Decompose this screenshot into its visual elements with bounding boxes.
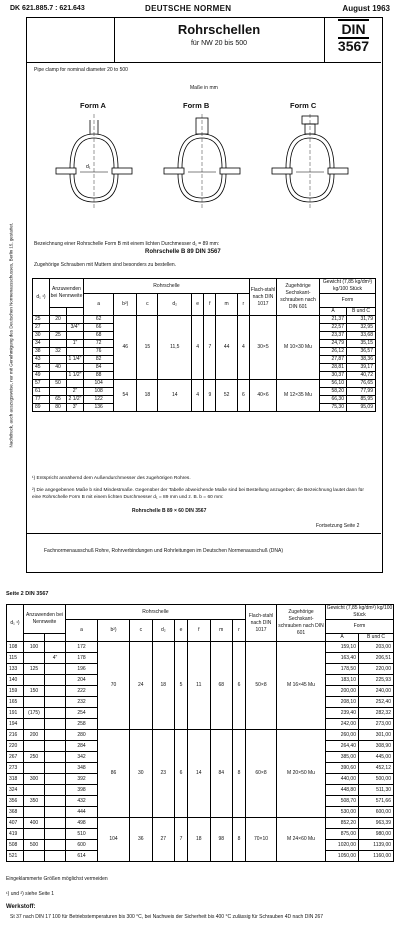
table-cell: 852,20	[326, 818, 359, 829]
table-cell: 252,40	[359, 697, 394, 708]
table-cell: 301,00	[359, 730, 394, 741]
table-cell: 614	[66, 851, 98, 862]
table-cell: 308,90	[359, 741, 394, 752]
table-cell: 200	[24, 730, 45, 741]
table-cell: 18	[188, 818, 211, 862]
table-cell: 40×6	[250, 380, 277, 412]
table-cell: 356	[7, 796, 24, 807]
table-cell: 1"	[67, 340, 84, 348]
table-cell: 392	[66, 774, 98, 785]
table-cell	[45, 708, 66, 719]
table-cell	[45, 686, 66, 697]
table-cell: 510	[66, 829, 98, 840]
table-cell: 104	[84, 380, 114, 388]
table-cell: 77	[33, 396, 50, 404]
table-cell: 963,39	[359, 818, 394, 829]
table-row	[7, 642, 394, 653]
table-cell	[24, 829, 45, 840]
table-cell: 24	[130, 642, 153, 730]
table-row	[33, 380, 376, 388]
table-cell	[24, 675, 45, 686]
table-cell	[45, 818, 66, 829]
table-cell: 23,37	[320, 332, 347, 340]
table-cell: 133	[7, 664, 24, 675]
table-cell: 43	[33, 356, 50, 364]
table-cell: 70	[98, 642, 130, 730]
table-cell: 57	[33, 380, 50, 388]
table-cell: 140	[7, 675, 24, 686]
table-cell: 26,12	[320, 348, 347, 356]
bracket-note: Eingeklammerte Größen möglichst vermeiden	[6, 876, 108, 882]
din-box	[324, 17, 382, 62]
table-cell: 38,36	[347, 356, 376, 364]
table-row	[33, 316, 376, 324]
table-cell	[45, 840, 66, 851]
side-note: Nachdruck, auch auszugsweise, nur mit Genehmigung des Deutschen Normenausschusses, Berlin 15, gestattet.	[8, 222, 14, 448]
norm-title: DEUTSCHE NORMEN	[145, 4, 232, 13]
table-cell	[45, 807, 66, 818]
form-c-drawing	[268, 112, 358, 212]
table-cell	[67, 332, 84, 340]
table-cell: 400	[24, 818, 45, 829]
table-cell: 511,30	[359, 785, 394, 796]
table-cell: 18	[152, 642, 175, 730]
table-cell: 58,20	[320, 388, 347, 396]
table-cell: 7	[204, 316, 216, 380]
table-cell: 178	[66, 653, 98, 664]
table-cell: 86	[98, 730, 130, 818]
table-cell: 45	[33, 364, 50, 372]
table-cell: 273,00	[359, 719, 394, 730]
table-cell: 350	[24, 796, 45, 807]
table-cell: 6	[233, 642, 246, 730]
table-cell: 24,79	[320, 340, 347, 348]
table-cell: 38	[33, 348, 50, 356]
table-cell: 8	[233, 730, 246, 818]
table-cell: M 24×60 Mu	[277, 818, 326, 862]
table-cell: 52	[216, 380, 237, 412]
table-cell	[50, 372, 67, 380]
table-cell: 203,00	[359, 642, 394, 653]
table-cell: 273	[7, 763, 24, 774]
table-cell: 68	[210, 642, 233, 730]
table-cell: 232	[66, 697, 98, 708]
page-2	[0, 591, 400, 931]
table-cell: 22,57	[320, 324, 347, 332]
table-cell: 264,40	[326, 741, 359, 752]
table-cell: 521	[7, 851, 24, 862]
table-cell: 980,00	[359, 829, 394, 840]
table-cell: 500	[24, 840, 45, 851]
table-cell: 239,40	[326, 708, 359, 719]
table-cell: 76	[84, 348, 114, 356]
table-cell: 600	[66, 840, 98, 851]
table-cell	[24, 697, 45, 708]
table-cell: 419	[7, 829, 24, 840]
table-cell: M 10×30 Mu	[277, 316, 320, 380]
din-label: DIN	[338, 19, 368, 39]
table-cell: 122	[84, 396, 114, 404]
table-cell: 508	[7, 840, 24, 851]
table-cell: 159,10	[326, 642, 359, 653]
table-cell: 875,00	[326, 829, 359, 840]
table-cell: 27	[33, 324, 50, 332]
table-cell: 165	[7, 697, 24, 708]
table-cell: 27	[152, 818, 175, 862]
table-cell: 115	[7, 653, 24, 664]
table-cell: 25	[33, 316, 50, 324]
table-cell: 348	[66, 763, 98, 774]
table-cell: 208,10	[326, 697, 359, 708]
table-cell: 15	[137, 316, 158, 380]
table-cell: 1 1/4"	[67, 356, 84, 364]
table-cell: 150	[24, 686, 45, 697]
table-cell: 385,00	[326, 752, 359, 763]
table-cell: 20	[50, 316, 67, 324]
table-cell: 66	[84, 324, 114, 332]
table-cell: 9	[204, 380, 216, 412]
table-cell: 7	[175, 818, 188, 862]
table-cell: 448,80	[326, 785, 359, 796]
page-2-header: Seite 2 DIN 3567	[6, 591, 49, 597]
table-cell: 398	[66, 785, 98, 796]
table-cell: 50×8	[246, 642, 277, 730]
table-cell: 18	[137, 380, 158, 412]
table-cell: 40,72	[347, 372, 376, 380]
table-cell: 8	[233, 818, 246, 862]
table-cell: 39,17	[347, 364, 376, 372]
table-cell	[45, 719, 66, 730]
table-cell: 3"	[67, 404, 84, 412]
table-cell: 33,68	[347, 332, 376, 340]
table-cell	[67, 316, 84, 324]
table-cell: 75,30	[320, 404, 347, 412]
table-cell: 250	[24, 752, 45, 763]
table-cell: 1139,00	[359, 840, 394, 851]
table-cell: 77,99	[347, 388, 376, 396]
din-number: 3567	[337, 38, 370, 54]
form-c-label: Form C	[290, 101, 317, 110]
table-cell: 254	[66, 708, 98, 719]
table-cell	[50, 388, 67, 396]
table-cell: 324	[7, 785, 24, 796]
table-cell: 23	[152, 730, 175, 818]
table-cell: 159	[7, 686, 24, 697]
table-cell: 191	[7, 708, 24, 719]
table-cell: 80	[50, 404, 67, 412]
table-cell: M 16×45 Mu	[277, 642, 326, 730]
dimensions-table-1: d₁ ¹) Anzuwenden bei Nennweite Rohrschelle Flach-stahl nach DIN 1017 Zugehörige Sechskant-schrauben nach DIN 601 Gewicht (7,85 kg/dm³) kg/100 Stück a b²) c d₂ e f m r Form A B und C 25 20 62 46 15 11,5 4 7 44 4 30×5 M 10×30 Mu 21,37 31,79 27 3/4" 66 22,57 32,95 30 25 68 23,37 33,68 34 1" 72 24,79 35,15 38 32 76 26,12 36,57 43 1 1/4" 82 27,87 38,36 45 40 84 28,81 39,17 49 1 1/2" 88 30,37 40,72 57 50 104 54 18 14 4 9 52 6 40×6 M 12×35 Mu 56,10 76,65 61 2" 108 58,20 77,99 77 65 2 1/2" 122 66,30 85,95 89 80 3" 136 75,30 95,09	[32, 278, 376, 412]
table-cell: 27,87	[320, 356, 347, 364]
table-cell: 225,93	[359, 675, 394, 686]
note-1: ¹) Entspricht annähernd dem Außendurchmesser des zugehörigen Rohres.	[32, 476, 191, 481]
table-cell: 98	[210, 818, 233, 862]
table-cell	[45, 730, 66, 741]
werkstoff-label: Werkstoff:	[6, 904, 36, 910]
table-cell: 206,51	[359, 653, 394, 664]
table-cell: 260,00	[326, 730, 359, 741]
table-cell: 30	[130, 730, 153, 818]
table-cell: 11,5	[158, 316, 192, 380]
table-cell: 84	[210, 730, 233, 818]
table-cell: 498	[66, 818, 98, 829]
table-cell: 56,10	[320, 380, 347, 388]
table-cell: 35,15	[347, 340, 376, 348]
table-cell	[45, 829, 66, 840]
table-cell	[24, 741, 45, 752]
table-cell: 267	[7, 752, 24, 763]
table-cell: 4	[192, 380, 204, 412]
table-cell	[67, 380, 84, 388]
table-cell: 88	[84, 372, 114, 380]
table-cell	[24, 785, 45, 796]
table-cell: 178,50	[326, 664, 359, 675]
table-cell	[45, 697, 66, 708]
table-cell: 14	[188, 730, 211, 818]
table-cell: 62	[84, 316, 114, 324]
table-cell: 30,37	[320, 372, 347, 380]
table-cell: 600,00	[359, 807, 394, 818]
continued: Fortsetzung Seite 2	[316, 523, 360, 529]
table-cell: 84	[84, 364, 114, 372]
table-cell: 6	[237, 380, 249, 412]
table-cell: 46	[114, 316, 137, 380]
table-cell: 14	[158, 380, 192, 412]
table-cell: (175)	[24, 708, 45, 719]
table-cell: 407	[7, 818, 24, 829]
table-cell: 68	[84, 332, 114, 340]
table-cell	[67, 348, 84, 356]
table-cell: 136	[84, 404, 114, 412]
table-cell: 508,70	[326, 796, 359, 807]
table-cell: 11	[188, 642, 211, 730]
table-cell: 4	[237, 316, 249, 380]
table-cell: 204	[66, 675, 98, 686]
table-cell	[45, 675, 66, 686]
table-cell: 5	[175, 642, 188, 730]
table-cell	[50, 340, 67, 348]
table-cell: 342	[66, 752, 98, 763]
table-cell: 452,12	[359, 763, 394, 774]
table-cell	[50, 324, 67, 332]
designation: Rohrschelle B 89 DIN 3567	[145, 249, 221, 255]
werkstoff-text: St 37 nach DIN 17 100 für Betriebstemperaturen bis 300 °C, bei Nachweis der Sicherheit bis 400 °C zulässig für Schrauben 4D nach DIN 267	[10, 914, 324, 920]
table-cell	[45, 796, 66, 807]
table-cell: 240,00	[359, 686, 394, 697]
date: August 1963	[342, 4, 390, 13]
table-cell: 440,00	[326, 774, 359, 785]
table-cell: M 20×50 Mu	[277, 730, 326, 818]
table-cell: 200,00	[326, 686, 359, 697]
table-cell	[45, 763, 66, 774]
table-row	[7, 730, 394, 741]
table-cell: 89	[33, 404, 50, 412]
english-title: Pipe clamp for nominal diameter 20 to 500	[34, 67, 128, 73]
table-cell: 31,79	[347, 316, 376, 324]
table-cell: 222	[66, 686, 98, 697]
table-cell: 500,00	[359, 774, 394, 785]
table-cell: 368	[7, 807, 24, 818]
table-cell: 1050,00	[326, 851, 359, 862]
form-a-drawing	[50, 112, 140, 212]
table-cell	[24, 653, 45, 664]
table-cell	[45, 642, 66, 653]
table-cell: 196	[66, 664, 98, 675]
table-cell: 95,09	[347, 404, 376, 412]
table-cell	[50, 356, 67, 364]
table-cell: 32	[50, 348, 67, 356]
table-cell: 183,10	[326, 675, 359, 686]
table-cell: 1 1/2"	[67, 372, 84, 380]
table-cell: M 12×35 Mu	[277, 380, 320, 412]
table-cell	[24, 763, 45, 774]
table-cell: 108	[7, 642, 24, 653]
table-cell	[45, 774, 66, 785]
table-cell: 28,81	[320, 364, 347, 372]
table-cell: 282,32	[359, 708, 394, 719]
table-cell: 72	[84, 340, 114, 348]
svg-text:d₁: d₁	[86, 164, 91, 170]
table-cell: 390,60	[326, 763, 359, 774]
table-cell: 25	[50, 332, 67, 340]
table-cell: 125	[24, 664, 45, 675]
table-cell: 36,57	[347, 348, 376, 356]
table-cell: 445,00	[359, 752, 394, 763]
table-cell: 530,00	[326, 807, 359, 818]
table-cell: 194	[7, 719, 24, 730]
table-cell: 1160,00	[359, 851, 394, 862]
table-cell: 65	[50, 396, 67, 404]
table-cell: 34	[33, 340, 50, 348]
table-cell: 4"	[45, 653, 66, 664]
designation-intro: Bezeichnung einer Rohrschelle Form B mit einem lichten Durchmesser d₁ = 89 mm:	[34, 241, 220, 247]
see-note: ¹) und ²) siehe Seite 1	[6, 891, 55, 897]
table-cell: 284	[66, 741, 98, 752]
form-b-drawing	[160, 112, 250, 212]
table-cell	[45, 741, 66, 752]
table-cell: 318	[7, 774, 24, 785]
screws-note: Zugehörige Schrauben mit Muttern sind besonders zu bestellen.	[34, 262, 177, 268]
table-cell: 100	[24, 642, 45, 653]
table-row	[7, 818, 394, 829]
table-cell: 76,65	[347, 380, 376, 388]
form-b-label: Form B	[183, 101, 210, 110]
table-cell: 60×8	[246, 730, 277, 818]
masse-label: Maße in mm	[190, 85, 218, 91]
table-cell: 61	[33, 388, 50, 396]
table-cell: 36	[130, 818, 153, 862]
table-cell	[24, 719, 45, 730]
table-cell: 40	[50, 364, 67, 372]
table-cell: 216	[7, 730, 24, 741]
table-cell: 444	[66, 807, 98, 818]
table-cell: 50	[50, 380, 67, 388]
table-cell: 21,37	[320, 316, 347, 324]
table-cell: 108	[84, 388, 114, 396]
designation-2: Rohrschelle B 89 × 60 DIN 3567	[132, 508, 207, 514]
table-cell: 6	[175, 730, 188, 818]
table-cell: 300	[24, 774, 45, 785]
table-cell: 3/4"	[67, 324, 84, 332]
table-cell: 4	[192, 316, 204, 380]
table-cell: 30×5	[250, 316, 277, 380]
table-cell: 2"	[67, 388, 84, 396]
page-subtitle: für NW 20 bis 500	[190, 40, 248, 47]
table-cell: 571,66	[359, 796, 394, 807]
title-block	[26, 17, 381, 63]
table-cell: 163,40	[326, 653, 359, 664]
table-cell: 66,30	[320, 396, 347, 404]
dk-number: DK 621.885.7 : 621.643	[10, 5, 85, 12]
committee-footer: Fachnormenausschuß Rohre, Rohrverbindungen und Rohrleitungen im Deutschen Normenausschuß (DNA)	[26, 533, 381, 572]
note-2: ²) Die angegebenen Maße b sind Mindestmaße. Gegenüber der Tabelle abweichende Maße sind bei Bestellung anzugeben; die Bezeichnung lautet dann für eine Rohrschelle Form B mit einem lichten Durchmesser d₁ = 89 mm und z. B. b = 60 mm:	[32, 488, 364, 500]
table-cell	[24, 807, 45, 818]
table-cell: 70×10	[246, 818, 277, 862]
table-cell	[45, 664, 66, 675]
top-bar	[10, 3, 390, 15]
table-cell: 85,95	[347, 396, 376, 404]
table-cell: 280	[66, 730, 98, 741]
table-cell: 44	[216, 316, 237, 380]
table-cell	[45, 752, 66, 763]
table-cell: 220	[7, 741, 24, 752]
table-cell: 220,00	[359, 664, 394, 675]
table-cell	[24, 851, 45, 862]
table-cell: 54	[114, 380, 137, 412]
table-cell: 82	[84, 356, 114, 364]
table-cell: 32,95	[347, 324, 376, 332]
table-cell: 172	[66, 642, 98, 653]
form-a-label: Form A	[80, 101, 106, 110]
table-cell	[45, 851, 66, 862]
table-cell: 30	[33, 332, 50, 340]
table-cell: 242,00	[326, 719, 359, 730]
table-cell: 49	[33, 372, 50, 380]
table-cell: 258	[66, 719, 98, 730]
page-title: Rohrschellen	[177, 22, 261, 37]
table-cell	[67, 364, 84, 372]
table-cell: 1020,00	[326, 840, 359, 851]
dimensions-table-2: d₁ ¹) Anzuwenden bei Nennweite Rohrschelle Flach-stahl nach DIN 1017 Zugehörige Sechskant-schrauben nach DIN 601 Gewicht (7,85 kg/dm³) kg/100 Stück a b²) c d₂ e f m r Form A B und C 108 100 172 70 24 18 5 11 68 6 50×8 M 16×45 Mu 159,10 203,00 115 4" 178 163,40 206,51 133 125 196 178,50 220,00 140 204 183,10 225,93 159 150 222 200,00 240,00 165 232 208,10 252,40 191 (175) 254 239,40 282,32 194 258 242,00 273,00 216 200 280 86 30 23 6 14 84 8 60×8 M 20×50 Mu 260,00 301,00 220 284 264,40 308,90 267 250 342 385,00 445,00 273 348 390,60 452,12 318 300 392 440,00 500,00 324 398 448,80 511,30 356 350 432 508,70 571,66 368 444 530,00 600,00 407 400 498 104 36 27 7 18 98 8 70×10 M 24×60 Mu 852,20 963,39 419 510 875,00 980,00 508 500 600 1020,00 1139,00 521 614 1050,00 1160,00	[6, 604, 394, 862]
table-cell: 104	[98, 818, 130, 862]
table-cell	[45, 785, 66, 796]
table-cell: 432	[66, 796, 98, 807]
table-cell: 2 1/2"	[67, 396, 84, 404]
